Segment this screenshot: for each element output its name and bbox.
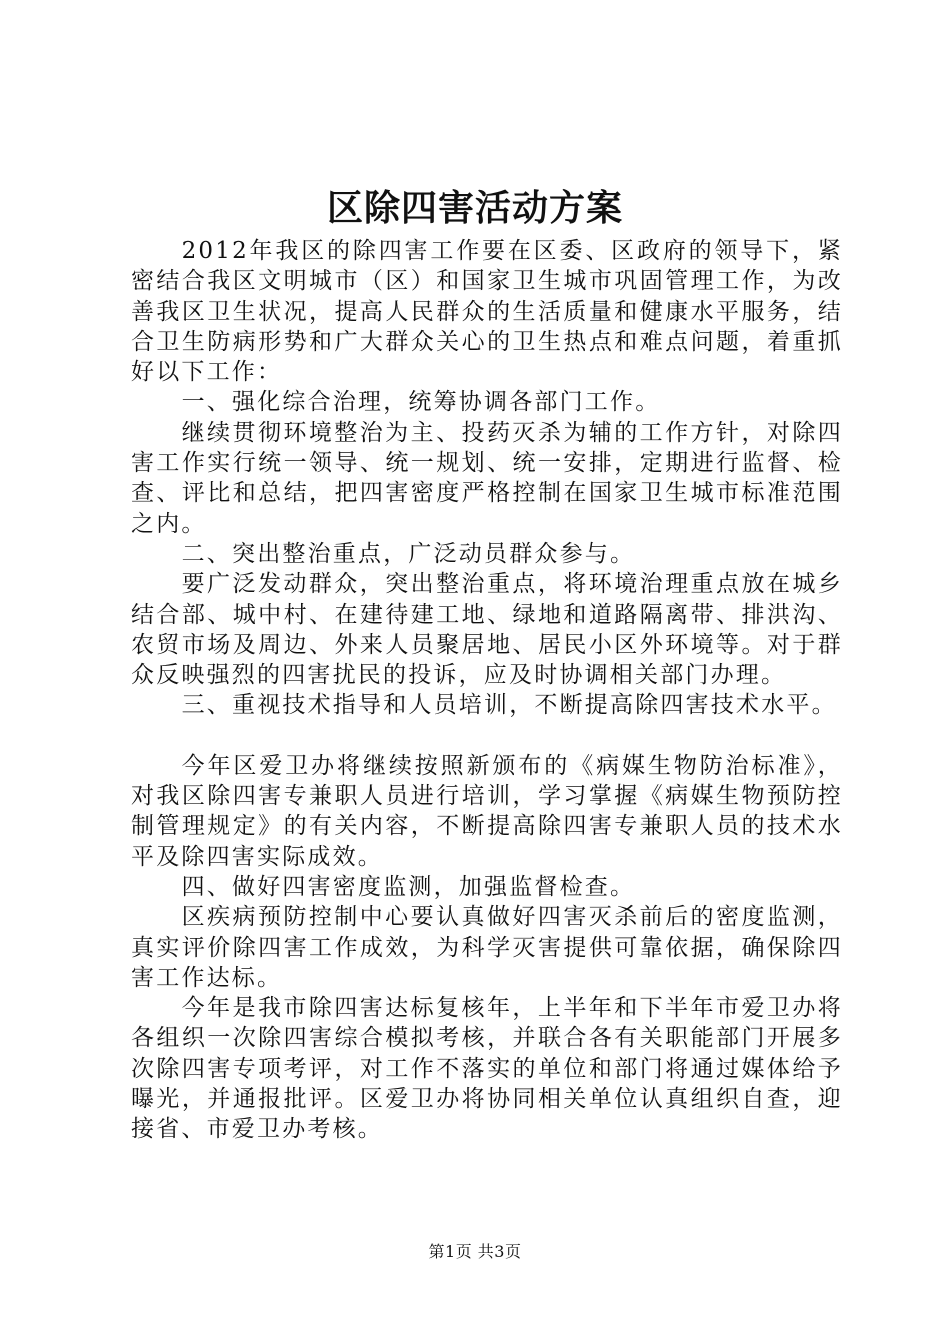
paragraph-section-3: 今年区爱卫办将继续按照新颁布的《病媒生物防治标准》，对我区除四害专兼职人员进行培训，学习掌握《病媒生物预防控制管理规定》的有关内容，不断提高除四害专兼职人员的技术水平及除四害实际成效。 [131, 752, 843, 870]
section-heading-4: 四、做好四害密度监测，加强监督检查。 [181, 873, 636, 900]
paragraph-section-1: 继续贯彻环境整治为主、投药灭杀为辅的工作方针，对除四害工作实行统一领导、统一规划、统一安排，定期进行监督、检查、评比和总结，把四害密度严格控制在国家卫生城市标准范围之内。 [131, 419, 843, 537]
paragraph-section-4: 区疾病预防控制中心要认真做好四害灭杀前后的密度监测，真实评价除四害工作成效，为科学灭害提供可靠依据，确保除四害工作达标。 [131, 904, 843, 991]
section-heading-1: 一、强化综合治理，统筹协调各部门工作。 [181, 389, 661, 416]
paragraph-section-2: 要广泛发动群众，突出整治重点，将环境治理重点放在城乡结合部、城中村、在建待建工地、绿地和道路隔离带、排洪沟、农贸市场及周边、外来人员聚居地、居民小区外环境等。对于群众反映强烈的四害扰民的投诉，应及时协调相关部门办理。 [131, 571, 843, 689]
document-title: 区除四害活动方案 [326, 187, 623, 229]
paragraph-section-4-detail: 今年是我市除四害达标复核年，上半年和下半年市爱卫办将各组织一次除四害综合模拟考核，并联合各有关职能部门开展多次除四害专项考评，对工作不落实的单位和部门将通过媒体给予曝光，并通报批评。区爱卫办将协同相关单位认真组织自查，迎接省、市爱卫办考核。 [131, 995, 843, 1143]
paragraph-intro: 2012年我区的除四害工作要在区委、区政府的领导下，紧密结合我区文明城市（区）和国家卫生城市巩固管理工作，为改善我区卫生状况，提高人民群众的生活质量和健康水平服务，结合卫生防病形势和广大群众关心的卫生热点和难点问题，着重抓好以下工作： [131, 238, 843, 386]
document-body [131, 236, 843, 1145]
page-number-footer: 第1页 共3页 [428, 1242, 522, 1261]
section-heading-2: 二、突出整治重点，广泛动员群众参与。 [181, 540, 636, 567]
section-heading-3: 三、重视技术指导和人员培训，不断提高除四害技术水平。 [181, 692, 837, 719]
